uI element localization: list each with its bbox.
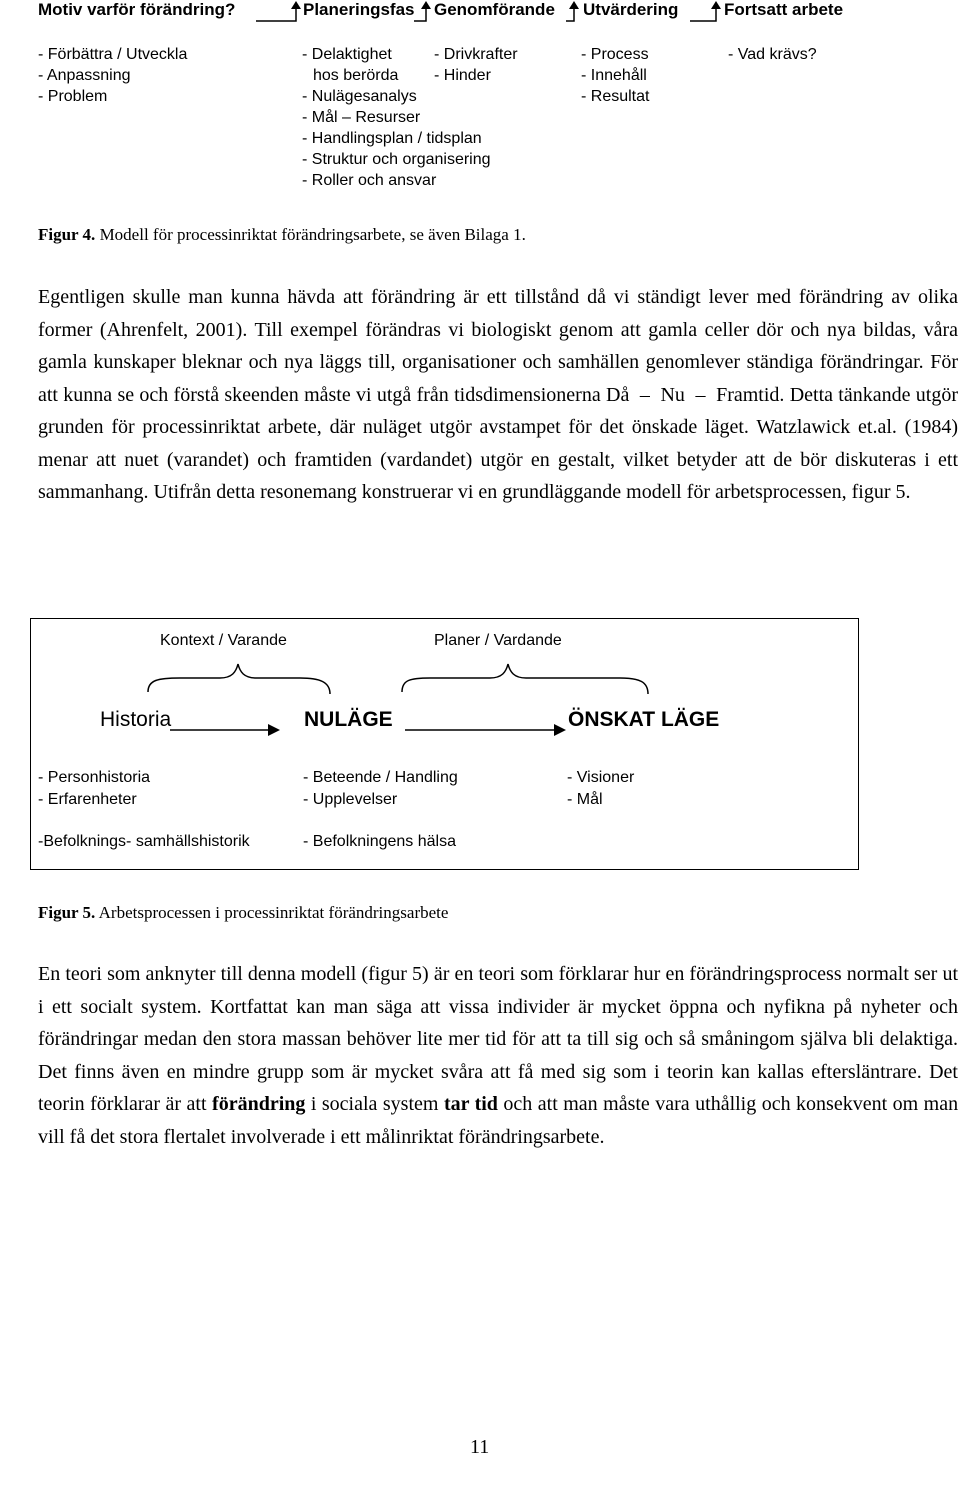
left-item: - Erfarenheter — [38, 791, 137, 808]
right-item: - Mål — [567, 791, 603, 808]
paragraph-2-text-b: i sociala system — [310, 1093, 439, 1115]
caption-label: Figur 5. — [38, 903, 96, 922]
figure-5-caption — [38, 903, 448, 923]
paragraph-2-text-c: och att man måste vara uthållig och konsekvent om man vill få det stora flertalet involverade i ett målinriktat förändringsarbete. — [38, 1093, 959, 1148]
col2-item: - Handlingsplan / tidsplan — [302, 130, 482, 147]
header-fortsatt-arbete: Fortsatt arbete — [724, 0, 844, 19]
col2-item: - Roller och ansvar — [302, 172, 437, 189]
mid-bottom-item: - Befolkningens hälsa — [303, 833, 456, 850]
col2-item: - Struktur och organisering — [302, 151, 491, 168]
right-item: - Visioner — [567, 769, 635, 786]
paragraph-2-text-a: En teori som anknyter till denna modell (figur 5) är en teori som förklarar hur en förändringsprocess normalt ser ut i ett socialt system. Kortfattat kan man säga att vissa individer är mycket öppna och nyfikna på nyheter och förändringar medan den stora massan behöver lite mer tid för att ta till sig och så småningom själva bli delaktiga. Det finns även en mindre grupp som är mycket svåra att få med sig som i teorin kan kallas eftersläntrare. Det teorin förklarar är att — [38, 963, 958, 1115]
header-motiv: Motiv varför förändring? — [38, 0, 236, 19]
col4-item: - Innehåll — [581, 67, 647, 84]
col5-item: - Vad krävs? — [728, 46, 817, 63]
col1-item: - Problem — [38, 88, 108, 105]
historia-label: Historia — [100, 708, 172, 731]
header-utvardering: Utvärdering — [583, 0, 679, 19]
paragraph-1-text-b: Nu — [660, 383, 685, 406]
paragraph-2-bold-1: förändring — [212, 1093, 306, 1115]
col3-item: - Drivkrafter — [434, 46, 518, 63]
paragraph-2-bold-2: tar tid — [443, 1093, 498, 1115]
caption-text: Modell för processinriktat förändringsarbete, se även Bilaga 1. — [95, 225, 526, 244]
left-item: - Personhistoria — [38, 769, 151, 786]
col2-item: - Mål – Resurser — [302, 109, 421, 126]
col1-item: - Förbättra / Utveckla — [38, 46, 188, 63]
kontext-label: Kontext / Varande — [160, 632, 287, 649]
paragraph-1-text-c: Framtid. Detta tänkande utgör grunden för processinriktat arbete, där nuläget utgör avstampet för det önskade läget. Watzlawick et.al. (1984) menar att nuet (varandet) och framtiden (vardandet) utgör en gestalt, vilket betyder att de bör diskuteras i ett sammanhang. Utifrån detta resonemang konstruerar vi en grundläggande modell för arbetsprocessen, figur 5. — [38, 383, 959, 503]
col1-item: - Anpassning — [38, 67, 131, 84]
left-bottom-item: -Befolknings- samhällshistorik — [38, 833, 250, 850]
col4-item: - Resultat — [581, 88, 650, 105]
header-genomforande: Genomförande — [434, 0, 555, 19]
brace-left — [148, 664, 330, 694]
mid-item: - Upplevelser — [303, 791, 398, 808]
header-planeringsfas: Planeringsfas — [303, 0, 415, 19]
caption-text: Arbetsprocessen i processinriktat förändringsarbete — [95, 903, 449, 922]
mid-item: - Beteende / Handling — [303, 769, 458, 786]
col2-item: - Delaktighet — [302, 46, 392, 63]
col3-item: - Hinder — [434, 67, 491, 84]
paragraph-1-dash-1: – — [639, 383, 650, 406]
col2-item: - Nulägesanalys — [302, 88, 417, 105]
paragraph-2 — [38, 958, 958, 1153]
onskat-lage-label: ÖNSKAT LÄGE — [568, 708, 720, 731]
caption-label: Figur 4. — [38, 225, 96, 244]
col4-item: - Process — [581, 46, 649, 63]
page-number: 11 — [470, 1436, 490, 1458]
nulage-label: NULÄGE — [304, 708, 393, 731]
col2-item: hos berörda — [313, 67, 399, 84]
paragraph-1-dash-2: – — [695, 383, 706, 406]
brace-right — [402, 664, 648, 694]
planer-label: Planer / Vardande — [434, 632, 562, 649]
paragraph-1-text-a: Egentligen skulle man kunna hävda att förändring är ett tillstånd då vi ständigt lever med förändring av olika former (Ahrenfelt, 2001). Till exempel förändras vi biologiskt genom att gamla celler dör och nya bildas, våra gamla kunskaper bleknar och nya läggs till, organisationer och samhällen genomlever ständiga förändringar. För att kunna se och förstå skeenden måste vi utgå från tidsdimensionerna Då — [38, 286, 958, 406]
